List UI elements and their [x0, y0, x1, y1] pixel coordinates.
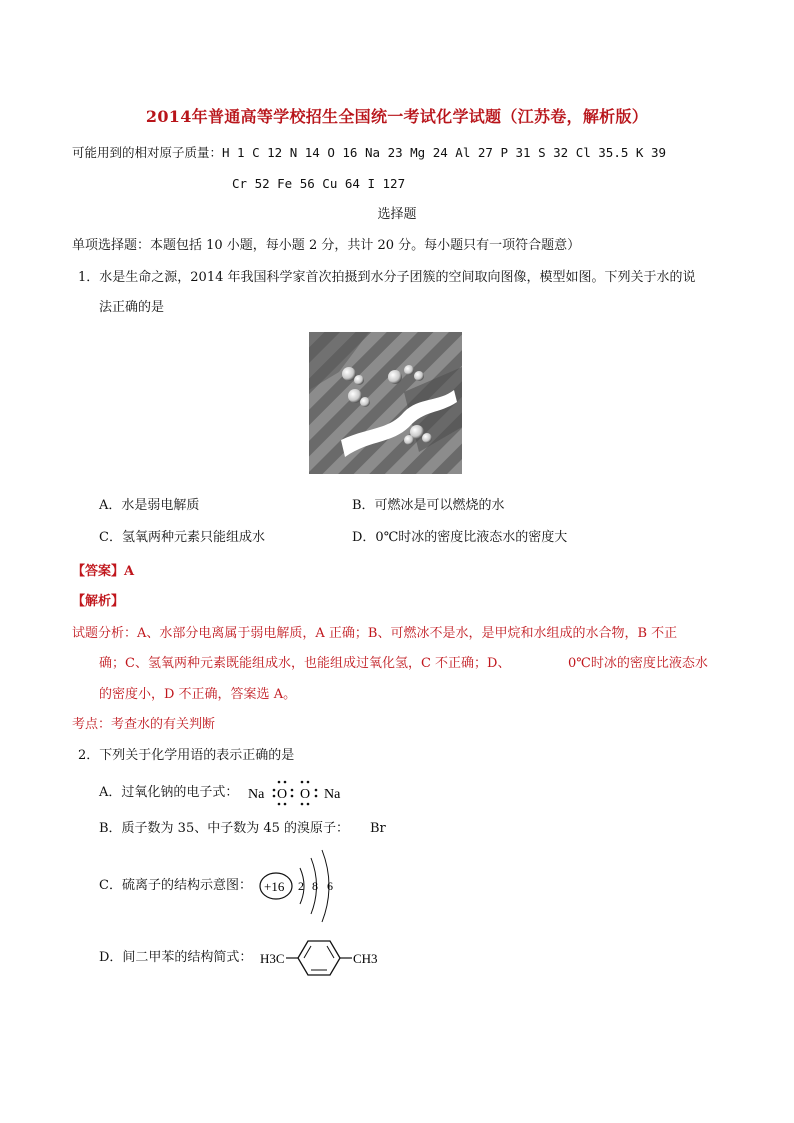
q1-option-c: C．氢氧两种元素只能组成水 [99, 530, 265, 545]
formula-o-2: O [300, 787, 311, 802]
instructions: 单项选择题：本题包括 10 小题，每小题 2 分，共计 20 分。每小题只有一项符合题意） [72, 238, 581, 253]
q1-option-b: B．可燃冰是可以燃烧的水 [352, 498, 505, 513]
formula-na-right: Na [324, 787, 341, 802]
q2-option-a: A．过氧化钠的电子式： [99, 785, 239, 800]
atomic-mass-line-2: Cr 52 Fe 56 Cu 64 I 127 [232, 176, 406, 191]
q2-option-d: D．间二甲苯的结构简式： [99, 950, 253, 965]
shell-3-count: 6 [327, 879, 333, 893]
bromine-symbol: Br [370, 821, 386, 836]
q1-kaodian: 考点：考查水的有关判断 [72, 717, 216, 732]
shell-1-count: 2 [298, 879, 304, 893]
sodium-peroxide-electron-formula [246, 774, 356, 810]
water-cluster-image [309, 332, 462, 474]
m-xylene-structure [258, 933, 386, 981]
q1-stem-line-1: 1．水是生命之源，2014 年我国科学家首次拍摄到水分子团簇的空间取向图像，模型如图。下列关于水的说 [78, 270, 696, 285]
q2-stem: 2．下列关于化学用语的表示正确的是 [78, 748, 295, 763]
q1-analysis-line-3: 的密度小，D 不正确，答案选 A。 [99, 687, 297, 702]
q1-analysis-line-2b: 0℃时冰的密度比液态水 [568, 656, 708, 671]
q1-analysis-line-1: 试题分析：A、水部分电离属于弱电解质，A 正确；B、可燃冰不是水，是甲烷和水组成的水合物，B 不正 [72, 626, 678, 641]
q1-stem-line-2: 法正确的是 [99, 300, 165, 315]
section-title: 选择题 [377, 207, 417, 222]
methyl-right-label: CH3 [353, 951, 378, 966]
page-title: 2014年普通高等学校招生全国统一考试化学试题（江苏卷，解析版） [145, 107, 649, 126]
q1-answer: 【答案】A [72, 564, 135, 579]
q1-option-d: D．0℃时冰的密度比液态水的密度大 [352, 530, 568, 545]
formula-o-1: O [277, 787, 288, 802]
methyl-left-label: H3C [260, 951, 285, 966]
q1-analysis-line-2a: 确；C、氢氧两种元素既能组成水，也能组成过氧化氢，C 不正确；D、 [99, 656, 511, 671]
atomic-mass-line-1: 可能用到的相对原子质量：H 1 C 12 N 14 O 16 Na 23 Mg 24 Al 27 P 31 S 32 Cl 35.5 K 39 [72, 145, 667, 160]
nucleus-charge: +16 [264, 879, 285, 894]
formula-na-left: Na [248, 787, 265, 802]
sulfide-ion-structure-diagram [256, 846, 346, 926]
q1-option-a: A．水是弱电解质 [99, 498, 200, 513]
q2-option-c: C．硫离子的结构示意图： [99, 878, 252, 893]
q1-analysis-label: 【解析】 [72, 594, 125, 609]
q2-option-b: B．质子数为 35、中子数为 45 的溴原子： [99, 821, 350, 836]
shell-2-count: 8 [312, 879, 318, 893]
